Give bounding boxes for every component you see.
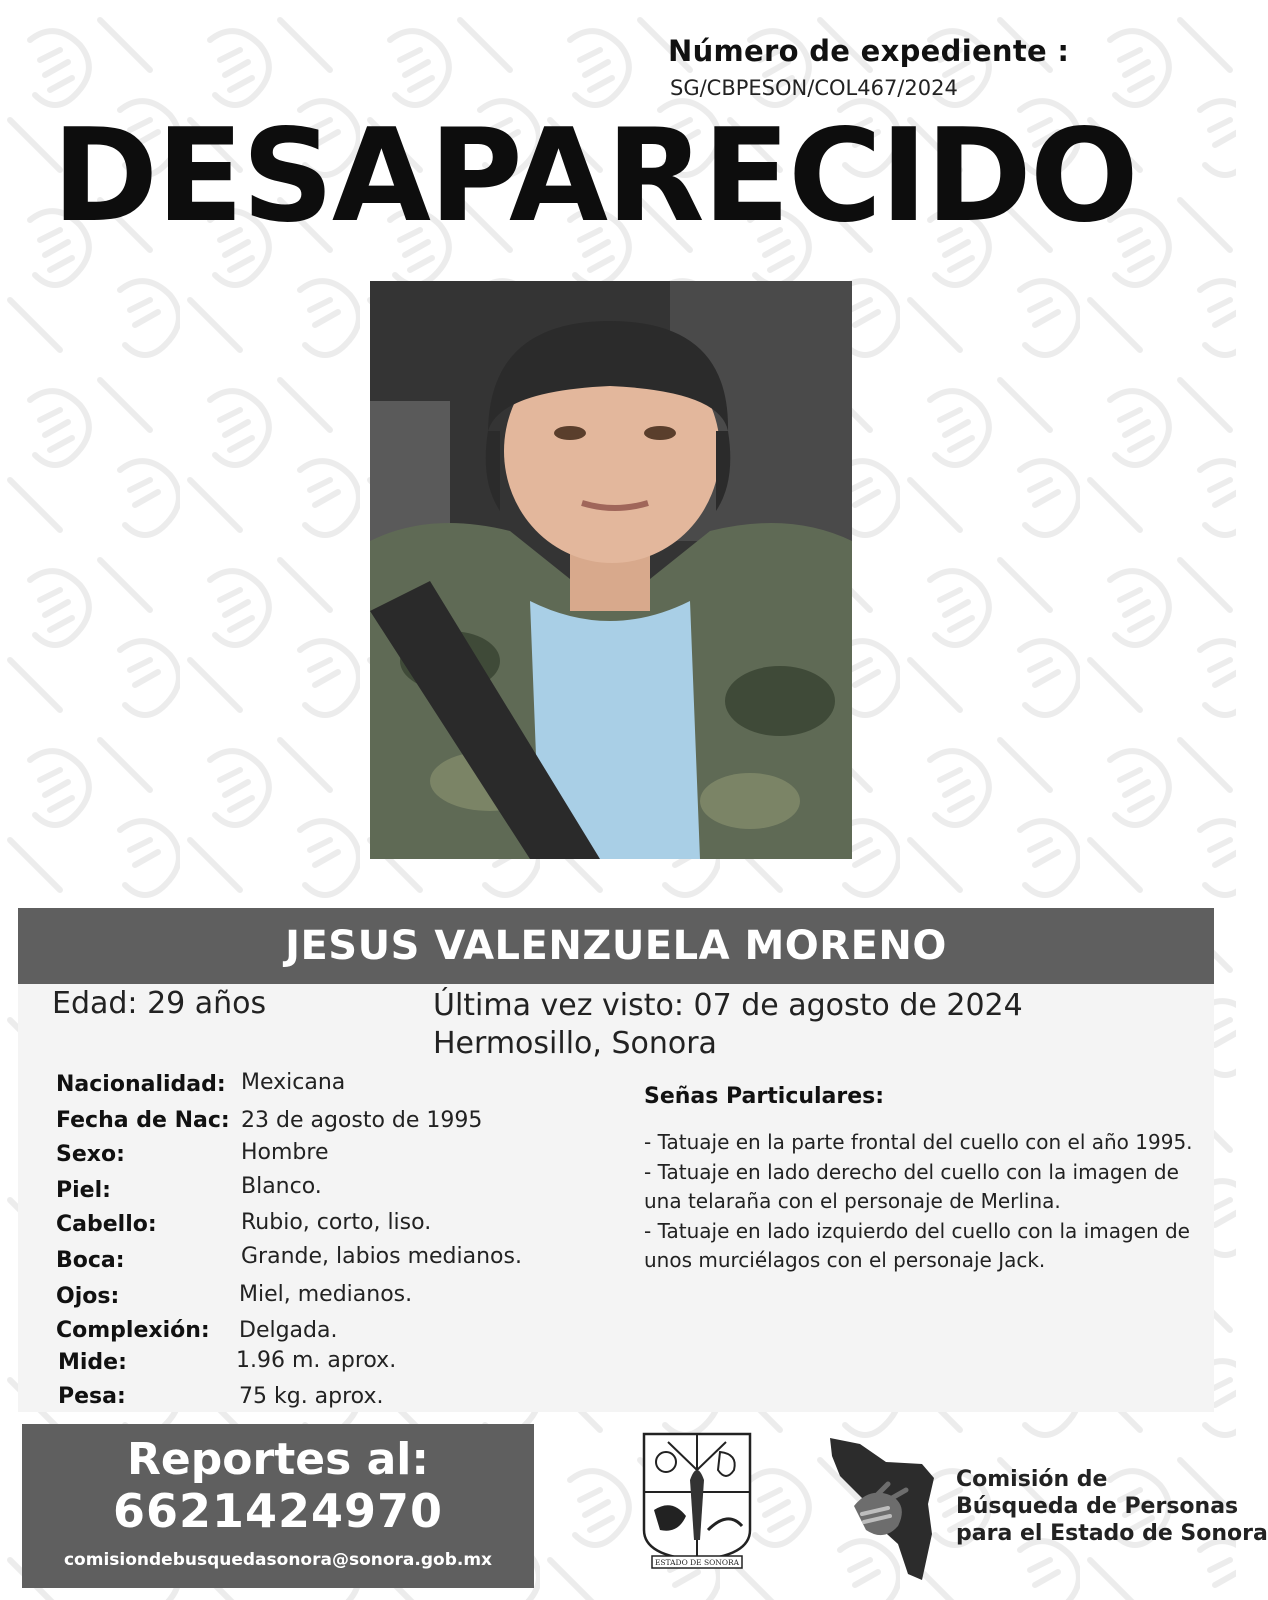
detail-label-hair: Cabello: [56, 1212, 157, 1237]
distinguishing-mark-item: - Tatuaje en la parte frontal del cuello con el año 1995. [644, 1130, 1193, 1154]
detail-label-height: Mide: [58, 1350, 127, 1375]
distinguishing-marks-title: Señas Particulares: [644, 1084, 885, 1109]
report-email: comisiondebusquedasonora@sonora.gob.mx [63, 1550, 493, 1570]
distinguishing-marks-list [644, 1128, 1214, 1276]
report-contact-box [22, 1424, 534, 1588]
detail-label-weight: Pesa: [58, 1384, 126, 1409]
detail-label-mouth: Boca: [56, 1248, 125, 1273]
detail-label-skin: Piel: [56, 1178, 111, 1203]
detail-label-birthdate: Fecha de Nac: [56, 1108, 230, 1133]
organization-name-line2: Búsqueda de Personas [956, 1494, 1239, 1519]
sonora-map-hands-logo-icon [826, 1434, 938, 1582]
organization-name [956, 1466, 1268, 1547]
distinguishing-mark-item: - Tatuaje en lado izquierdo del cuello con la imagen de unos murciélagos con el personaje Jack. [644, 1218, 1190, 1272]
person-age: Edad: 29 años [52, 986, 267, 1021]
headline: DESAPARECIDO [52, 102, 1137, 251]
detail-value-weight: 75 kg. aprox. [239, 1384, 384, 1409]
case-number-label: Número de expediente : [668, 34, 1070, 68]
detail-label-sex: Sexo: [56, 1142, 125, 1167]
sonora-coat-of-arms-icon [638, 1430, 756, 1570]
person-name: JESUS VALENZUELA MORENO [18, 908, 1214, 984]
detail-value-nationality: Mexicana [241, 1070, 346, 1095]
organization-name-line1: Comisión de [956, 1467, 1108, 1492]
detail-value-build: Delgada. [239, 1318, 338, 1343]
report-phone: 6621424970 [112, 1484, 444, 1538]
detail-label-eyes: Ojos: [56, 1284, 120, 1309]
detail-label-nationality: Nacionalidad: [56, 1072, 226, 1097]
last-seen-location: Hermosillo, Sonora [433, 1026, 717, 1061]
detail-value-height: 1.96 m. aprox. [236, 1348, 397, 1373]
detail-value-birthdate: 23 de agosto de 1995 [241, 1108, 483, 1133]
detail-value-sex: Hombre [241, 1140, 329, 1165]
detail-value-hair: Rubio, corto, liso. [241, 1210, 432, 1235]
report-title: Reportes al: [127, 1434, 429, 1485]
case-number-value: SG/CBPESON/COL467/2024 [670, 76, 958, 100]
detail-label-build: Complexión: [56, 1318, 210, 1343]
last-seen-date: Última vez visto: 07 de agosto de 2024 [433, 988, 1023, 1023]
detail-value-mouth: Grande, labios medianos. [241, 1244, 522, 1269]
seal-caption: ESTADO DE SONORA [654, 1558, 740, 1567]
detail-value-skin: Blanco. [241, 1174, 322, 1199]
distinguishing-mark-item: - Tatuaje en lado derecho del cuello con la imagen de una telaraña con el personaje de Merlina. [644, 1159, 1179, 1213]
detail-value-eyes: Miel, medianos. [239, 1282, 413, 1307]
portrait-photo-icon [370, 281, 852, 859]
organization-name-line3: para el Estado de Sonora [956, 1521, 1268, 1546]
